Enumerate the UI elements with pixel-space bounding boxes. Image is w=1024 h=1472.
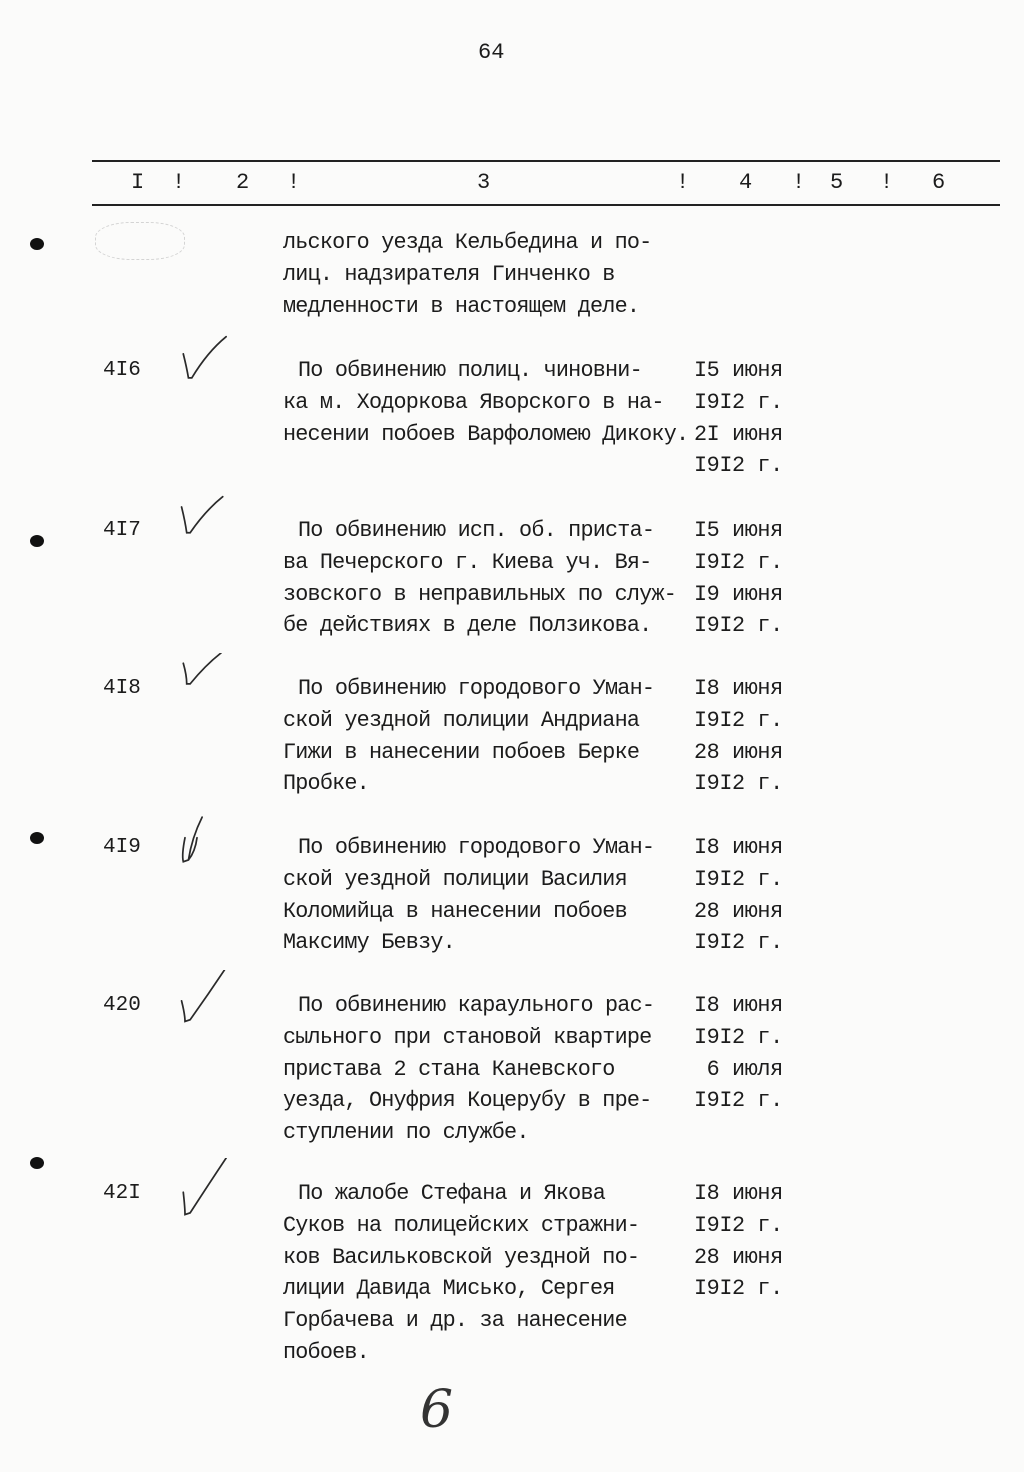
- handwritten-sheet-number: 6: [420, 1380, 454, 1440]
- date-line: 28 июня: [694, 898, 783, 924]
- entry-description: [283, 990, 654, 1149]
- date-line: I8 июня: [694, 835, 783, 860]
- description-line: Максиму Бевзу.: [283, 930, 455, 956]
- page-number: 64: [478, 40, 505, 65]
- entry-description: [283, 515, 676, 642]
- description-line: Гижи в нанесении побоев Берке: [283, 739, 640, 765]
- date-line: I9I2 г.: [694, 866, 783, 892]
- punch-hole: [30, 238, 44, 250]
- header-col-5: 5: [830, 170, 844, 195]
- header-col-2: 2: [236, 170, 250, 195]
- date-line: 6 июля: [694, 1056, 783, 1082]
- entry-dates: [694, 1178, 783, 1305]
- date-line: 2I июня: [694, 421, 783, 447]
- entry-number: 4I8: [103, 677, 141, 700]
- entry-number: 4I9: [103, 836, 141, 859]
- entry-number: 42I: [103, 1182, 141, 1205]
- entry-description: [283, 355, 688, 450]
- date-line: I5 июня: [694, 518, 783, 543]
- checkmark-icon: [168, 970, 238, 1030]
- entry-dates: [694, 673, 783, 800]
- description-line: зовского в неправильных по служ-: [283, 581, 676, 607]
- date-line: I9I2 г.: [694, 613, 783, 639]
- date-line: I9I2 г.: [694, 930, 783, 956]
- checkmark-icon: [168, 653, 238, 713]
- date-line: I8 июня: [694, 676, 783, 701]
- header-col-3: 3: [477, 170, 491, 195]
- checkmark-icon: [168, 812, 238, 872]
- entry-dates: [694, 515, 783, 642]
- description-line: побоев.: [283, 1339, 369, 1365]
- description-line: По жалобе Стефана и Якова: [298, 1181, 606, 1206]
- description-line: По обвинению городового Уман-: [298, 835, 655, 860]
- description-line: По обвинению караульного рас-: [298, 993, 655, 1018]
- checkmark-icon: [168, 335, 238, 395]
- entry-number: 420: [103, 994, 141, 1017]
- date-line: I9I2 г.: [694, 389, 783, 415]
- date-line: I9 июня: [694, 581, 783, 607]
- description-line: пристава 2 стана Каневского: [283, 1056, 615, 1082]
- header-col-1: I: [131, 170, 145, 195]
- description-line: ка м. Ходоркова Яворского в на-: [283, 389, 664, 415]
- description-line: По обвинению исп. об. пристa-: [298, 518, 655, 543]
- entry-dates: [694, 355, 783, 482]
- description-line: ков Васильковской уездной по-: [283, 1244, 640, 1270]
- entry-description: [283, 227, 651, 322]
- description-line: льского уезда Кельбедина и по-: [283, 230, 652, 255]
- description-line: ской уездной полиции Андриана: [283, 707, 640, 733]
- date-line: 28 июня: [694, 1244, 783, 1270]
- header-separator: !: [880, 170, 894, 195]
- header-separator: !: [676, 170, 690, 195]
- date-line: I8 июня: [694, 1181, 783, 1206]
- entry-number: 4I6: [103, 359, 141, 382]
- date-line: I5 июня: [694, 358, 783, 383]
- table-top-rule: [92, 160, 1000, 162]
- punch-hole: [30, 535, 44, 547]
- description-line: По обвинению полиц. чиновни-: [298, 358, 642, 383]
- description-line: несении побоев Варфоломею Дикоку.: [283, 421, 689, 447]
- faded-stamp: [95, 222, 185, 260]
- header-col-4: 4: [739, 170, 753, 195]
- date-line: I9I2 г.: [694, 549, 783, 575]
- description-line: ступлении по службе.: [283, 1120, 529, 1146]
- date-line: I9I2 г.: [694, 1088, 783, 1114]
- entry-dates: [694, 990, 783, 1117]
- date-line: I9I2 г.: [694, 707, 783, 733]
- description-line: ва Печерского г. Киева уч. Вя-: [283, 549, 652, 575]
- description-line: Пробке.: [283, 771, 369, 797]
- entry-number: 4I7: [103, 519, 141, 542]
- date-line: 28 июня: [694, 739, 783, 765]
- date-line: I9I2 г.: [694, 1276, 783, 1302]
- description-line: Горбачева и др. за нанесение: [283, 1308, 627, 1334]
- description-line: По обвинению городового Уман-: [298, 676, 655, 701]
- entry-description: [283, 673, 654, 800]
- description-line: лиции Давида Мисько, Сергея: [283, 1276, 615, 1302]
- entry-description: [283, 832, 654, 959]
- description-line: ской уездной полиции Василия: [283, 866, 627, 892]
- entry-description: [283, 1178, 639, 1369]
- header-separator: !: [287, 170, 301, 195]
- date-line: I9I2 г.: [694, 771, 783, 797]
- entry-dates: [694, 832, 783, 959]
- date-line: I9I2 г.: [694, 1212, 783, 1238]
- punch-hole: [30, 832, 44, 844]
- checkmark-icon: [168, 1158, 238, 1218]
- description-line: лиц. надзирателя Гинченко в: [283, 261, 615, 287]
- checkmark-icon: [168, 495, 238, 555]
- header-col-6: 6: [932, 170, 946, 195]
- punch-hole: [30, 1157, 44, 1169]
- header-separator: !: [172, 170, 186, 195]
- description-line: медленности в настоящем деле.: [283, 293, 640, 319]
- description-line: Суков на полицейских стражни-: [283, 1212, 640, 1238]
- description-line: бе действиях в деле Ползикова.: [283, 613, 652, 639]
- table-header-rule: [92, 204, 1000, 206]
- description-line: уезда, Онуфрия Коцерубу в пре-: [283, 1088, 652, 1114]
- description-line: сыльного при становой квартире: [283, 1024, 652, 1050]
- header-separator: !: [792, 170, 806, 195]
- date-line: I9I2 г.: [694, 1024, 783, 1050]
- date-line: I8 июня: [694, 993, 783, 1018]
- date-line: I9I2 г.: [694, 453, 783, 479]
- description-line: Коломийца в нанесении побоев: [283, 898, 627, 924]
